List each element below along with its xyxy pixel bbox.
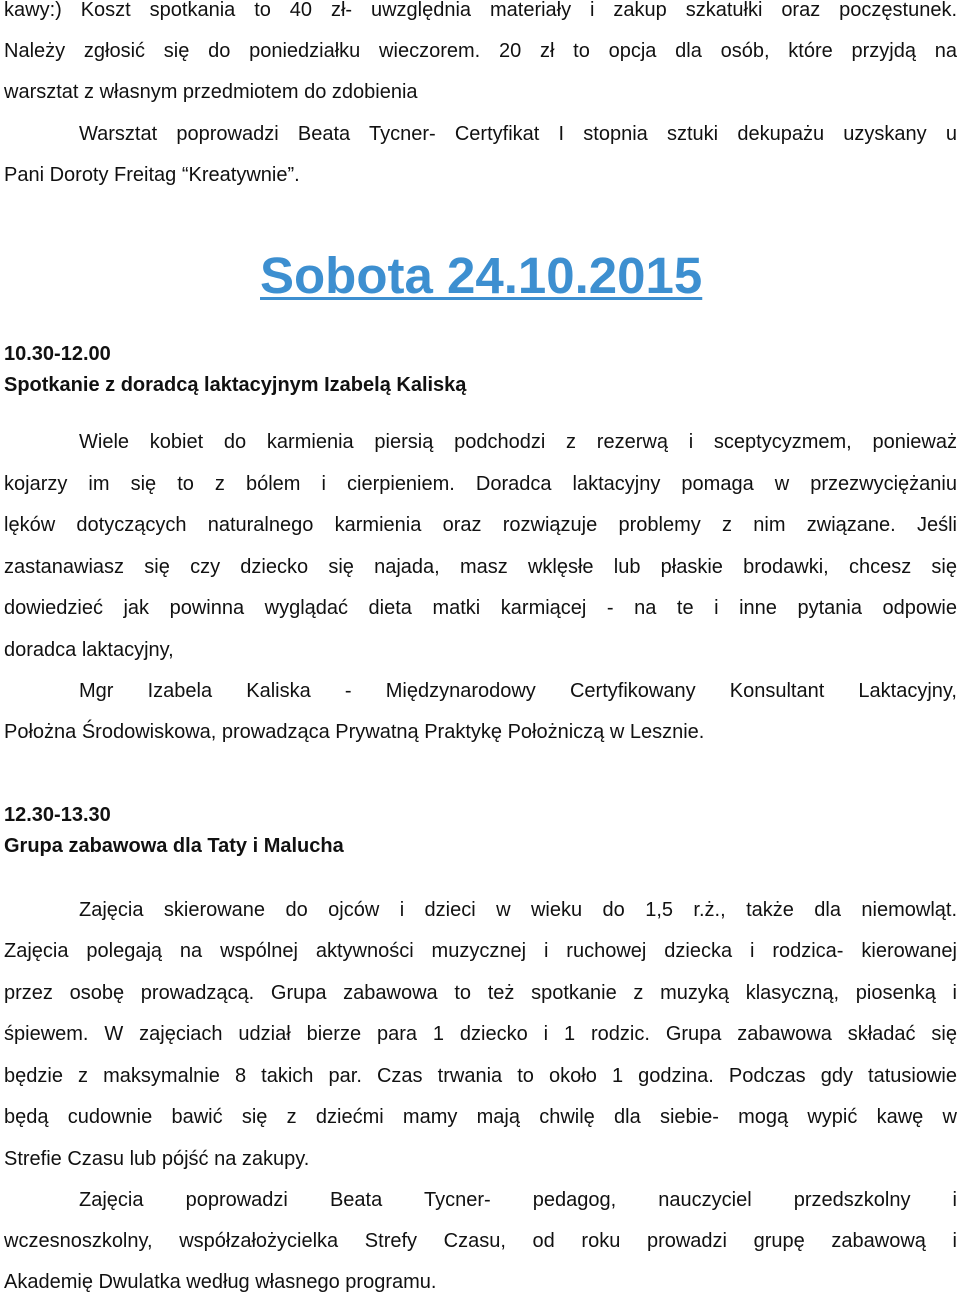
event2-time: 12.30-13.30 (4, 804, 111, 826)
event2-line-7: Strefie Czasu lub pójść na zakupy. (4, 1148, 310, 1170)
event1-line-4: zastanawiasz się czy dziecko się najada, masz wklęsłe lub płaskie brodawki, chcesz się (4, 556, 957, 578)
event2-line-2: Zajęcia polegają na wspólnej aktywności muzycznej i ruchowej dziecka i rodzica- kierowanej (4, 940, 957, 962)
event2-line-1: Zajęcia skierowane do ojców i dzieci w wieku do 1,5 r.ż., także dla niemowląt. (79, 899, 957, 921)
event1-line-7: Mgr Izabela Kaliska - Międzynarodowy Certyfikowany Konsultant Laktacyjny, (79, 680, 957, 702)
intro-line-5: Pani Doroty Freitag “Kreatywnie”. (4, 164, 300, 186)
event2-line-5: będzie z maksymalnie 8 takich par. Czas trwania to około 1 godzina. Podczas gdy tatusiowie (4, 1065, 957, 1087)
intro-line-3: warsztat z własnym przedmiotem do zdobienia (4, 81, 418, 103)
event1-line-5: dowiedzieć jak powinna wyglądać dieta matki karmiącej - na te i inne pytania odpowie (4, 597, 957, 619)
event2-line-3: przez osobę prowadzącą. Grupa zabawowa to też spotkanie z muzyką klasyczną, piosenką i (4, 982, 957, 1004)
event1-line-8: Położna Środowiskowa, prowadząca Prywatną Praktykę Położniczą w Lesznie. (4, 721, 705, 743)
event2-line-10: Akademię Dwulatka według własnego programu. (4, 1271, 437, 1293)
event1-line-3: lęków dotyczących naturalnego karmienia oraz rozwiązuje problemy z nim związane. Jeśli (4, 514, 957, 536)
event1-time: 10.30-12.00 (4, 343, 111, 365)
event2-line-8: Zajęcia poprowadzi Beata Tycner- pedagog, nauczyciel przedszkolny i (79, 1189, 957, 1211)
event2-line-6: będą cudownie bawić się z dziećmi mamy mają chwilę dla siebie- mogą wypić kawę w (4, 1106, 957, 1128)
event1-line-6: doradca laktacyjny, (4, 639, 174, 661)
event1-line-2: kojarzy im się to z bólem i cierpieniem. Doradca laktacyjny pomaga w przezwyciężaniu (4, 473, 957, 495)
event2-title: Grupa zabawowa dla Taty i Malucha (4, 835, 344, 857)
event1-line-1: Wiele kobiet do karmienia piersią podchodzi z rezerwą i sceptycyzmem, ponieważ (79, 431, 957, 453)
event2-line-9: wczesnoszkolny, współzałożycielka Strefy Czasu, od roku prowadzi grupę zabawową i (4, 1230, 957, 1252)
event2-line-4: śpiewem. W zajęciach udział bierze para 1 dziecko i 1 rodzic. Grupa zabawowa składać się (4, 1023, 957, 1045)
intro-line-2: Należy zgłosić się do poniedziałku wieczorem. 20 zł to opcja dla osób, które przyjdą na (4, 40, 957, 62)
intro-line-1: kawy:) Koszt spotkania to 40 zł- uwzględnia materiały i zakup szkatułki oraz poczęstunek. (4, 0, 957, 21)
day-heading: Sobota 24.10.2015 (260, 247, 703, 304)
intro-line-4: Warsztat poprowadzi Beata Tycner- Certyfikat I stopnia sztuki dekupażu uzyskany u (79, 123, 957, 145)
event1-title: Spotkanie z doradcą laktacyjnym Izabelą Kaliską (4, 374, 467, 396)
